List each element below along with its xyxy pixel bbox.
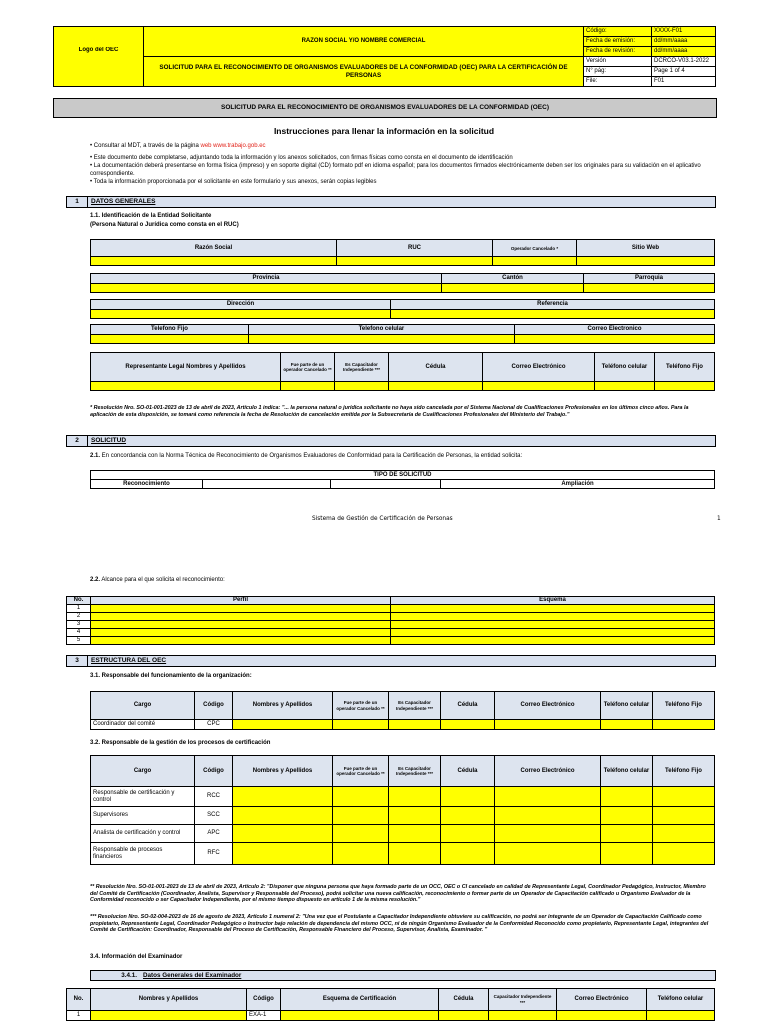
celular-field[interactable] (601, 807, 653, 825)
meta-label: N° pág: (584, 67, 652, 77)
page-number: 1 (717, 516, 721, 522)
row-number: 5 (67, 637, 91, 645)
correo-field[interactable] (483, 382, 595, 391)
referencia-field[interactable] (391, 310, 715, 319)
address-table (90, 299, 715, 319)
col-telefono-celular: Telefono celular (249, 325, 515, 335)
capacitador-field[interactable] (389, 843, 441, 865)
process-table (90, 755, 715, 865)
col-fijo: Teléfono Fijo (655, 353, 715, 382)
instruction-1: • Consultar al MDT, a través de la página web www.trabajo.gob.ec (90, 143, 266, 149)
phone-table (90, 324, 715, 344)
col-correo: Correo Electrónico (557, 989, 647, 1011)
col-fijo: Teléfono Fijo (653, 756, 715, 787)
col-correo: Correo Electronico (515, 325, 715, 335)
entity-table (90, 239, 715, 266)
logo-placeholder: Logo del OEC (78, 46, 119, 53)
esquema-field[interactable] (391, 629, 715, 637)
col-codigo: Código (195, 756, 233, 787)
col-nombres: Nombres y Apellidos (233, 692, 333, 720)
col-cargo: Cargo (91, 756, 195, 787)
fijo-field[interactable] (653, 825, 715, 843)
esquema-field[interactable] (391, 605, 715, 613)
parroquia-field[interactable] (584, 284, 715, 293)
nombres-field[interactable] (233, 720, 333, 730)
col-parroquia: Parroquia (584, 274, 715, 284)
location-table (90, 273, 715, 293)
fue-parte-field[interactable] (333, 825, 389, 843)
celular-field[interactable] (601, 825, 653, 843)
cedula-field[interactable] (439, 1011, 489, 1021)
col-capacitador: Es Capacitador Independiente *** (335, 353, 389, 382)
perfil-field[interactable] (91, 637, 391, 645)
capacitador-field[interactable] (335, 382, 389, 391)
col-fijo: Teléfono Fijo (653, 692, 715, 720)
col-fue-parte: Fue parte de un operador Cancelado ** (333, 756, 389, 787)
fue-parte-field[interactable] (281, 382, 335, 391)
resolution-note-1: * Resolución Nro. SO-01-001-2023 de 13 de abril de 2023, Artículo 1 indica: "... la persona natural o jurídica solicitante no haya sido cancelada por el Sistema Nacional de Cualificaciones Profesionales en los últimos cinco años. Para la aplicación de esta disposición, se tomará como referencia la fecha de Resolución de cancelación emitida por la Subsecretaría de Cualificaciones Profesionales del Ministerio del Trabajo." (90, 405, 689, 418)
cedula-field[interactable] (441, 825, 495, 843)
document-header (53, 26, 716, 87)
provincia-field[interactable] (91, 284, 442, 293)
section-3-2-title: 3.2. Responsable de la gestión de los procesos de certificación (90, 740, 271, 746)
resolution-note-3: *** Resolucion Nro. SO-02-004-2023 de 16 de agosto de 2023, Artículo 1 numeral 2: "Una vez que el Postulante a Capacitador Independiente obtuviere su calificación, no podrá ser integrante de un Operador de Capacitación Calificado como propietario, Representante Legal, Coordinador Pedagógico o Instructor bajo relación de dependencia del mismo OCC, ni de ningún Organismo Evaluador de la Conformidad Reconocido como propietario, Representante Legal, integrantes del Comité de Certificación: Coordinador, Responsable del Proceso de Certificación, Responsable Financiero del Proceso, Supervisor, Analista, Examinador. " (90, 914, 709, 933)
meta-value: DCRCO-V03.1-2022 (652, 57, 716, 67)
col-esquema: Esquema de Certificación (281, 989, 439, 1011)
perfil-field[interactable] (91, 613, 391, 621)
celular-field[interactable] (595, 382, 655, 391)
col-celular: Teléfono celular (647, 989, 715, 1011)
col-representante: Representante Legal Nombres y Apellidos (91, 353, 281, 382)
meta-label: Código: (584, 27, 652, 37)
row-number: 3 (67, 621, 91, 629)
nombres-field[interactable] (233, 843, 333, 865)
meta-value: dd/mm/aaaa (652, 47, 716, 57)
codigo-cell: RFC (195, 843, 233, 865)
section-3-1-title: 3.1. Responsable del funcionamiento de la organización: (90, 673, 252, 679)
nombres-field[interactable] (91, 1011, 247, 1021)
sitio-web-field[interactable] (577, 257, 715, 266)
capacitador-field[interactable] (389, 720, 441, 730)
cedula-field[interactable] (389, 382, 483, 391)
document-title: SOLICITUD PARA EL RECONOCIMIENTO DE ORGANISMOS EVALUADORES DE LA CONFORMIDAD (OEC) PARA LA CERTIFICACIÓN DE PERSONAS (144, 57, 584, 87)
meta-label: File: (584, 77, 652, 87)
razon-social-field[interactable] (91, 257, 337, 266)
capacitador-field[interactable] (489, 1011, 557, 1021)
operador-cancelado-field[interactable] (493, 257, 577, 266)
company-name: RAZON SOCIAL Y/O NOMBRE COMERCIAL (144, 27, 584, 57)
option-ampliacion[interactable]: Ampliación (441, 480, 715, 489)
celular-field[interactable] (647, 1011, 715, 1021)
meta-value: XXXX-F01 (652, 27, 716, 37)
col-razon-social: Razón Social (91, 240, 337, 257)
esquema-field[interactable] (391, 637, 715, 645)
col-esquema: Esquema (391, 597, 715, 605)
instruction-2: • Este documento debe completarse, adjuntando toda la información y los anexos solicitados, con firmas físicas como consta en el documento de identificación (90, 155, 513, 161)
correo-field[interactable] (495, 825, 601, 843)
legal-rep-table (90, 352, 715, 391)
correo-field[interactable] (557, 1011, 647, 1021)
col-direccion: Dirección (91, 300, 391, 310)
codigo-cell: APC (195, 825, 233, 843)
codigo-cell: CPC (195, 720, 233, 730)
col-telefono-fijo: Telefono Fijo (91, 325, 249, 335)
cargo-cell: Supervisores (91, 807, 195, 825)
col-sitio-web: Sitio Web (577, 240, 715, 257)
meta-label: Versión (584, 57, 652, 67)
col-celular: Teléfono celular (595, 353, 655, 382)
fue-parte-field[interactable] (333, 843, 389, 865)
col-capacitador: Capacitador Independiente *** (489, 989, 557, 1011)
correo-field[interactable] (495, 787, 601, 807)
codigo-cell: RCC (195, 787, 233, 807)
col-no: No. (67, 989, 91, 1011)
cedula-field[interactable] (441, 787, 495, 807)
col-cedula: Cédula (389, 353, 483, 382)
fijo-field[interactable] (653, 843, 715, 865)
section-1-header: 1 DATOS GENERALES (66, 196, 716, 208)
row-number: 2 (67, 613, 91, 621)
col-perfil: Perfil (91, 597, 391, 605)
nombres-field[interactable] (233, 807, 333, 825)
meta-label: Fecha de revisión: (584, 47, 652, 57)
fue-parte-field[interactable] (333, 720, 389, 730)
col-capacitador: Es Capacitador Independiente *** (389, 692, 441, 720)
codigo-cell: EXA-1 (247, 1011, 281, 1021)
option-reconocimiento[interactable]: Reconocimiento (91, 480, 203, 489)
request-type-table (90, 470, 715, 489)
nombres-field[interactable] (233, 825, 333, 843)
telefono-fijo-field[interactable] (91, 335, 249, 344)
fue-parte-field[interactable] (333, 787, 389, 807)
row-number: 1 (67, 1011, 91, 1021)
col-correo: Correo Electrónico (495, 692, 601, 720)
ruc-field[interactable] (337, 257, 493, 266)
col-referencia: Referencia (391, 300, 715, 310)
col-cedula: Cédula (439, 989, 489, 1011)
col-capacitador: Es Capacitador Independiente *** (389, 756, 441, 787)
tipo-solicitud-label: TIPO DE SOLICITUD (91, 471, 715, 480)
celular-field[interactable] (601, 720, 653, 730)
instruction-4: • Toda la información proporcionada por el solicitante en este formulario y sus anexos, serán copias legibles (90, 179, 377, 185)
meta-value: dd/mm/aaaa (652, 37, 716, 47)
celular-field[interactable] (601, 787, 653, 807)
col-correo: Correo Electrónico (483, 353, 595, 382)
col-canton: Cantón (442, 274, 584, 284)
correo-field[interactable] (495, 807, 601, 825)
col-cedula: Cédula (441, 692, 495, 720)
cargo-cell: Analista de certificación y control (91, 825, 195, 843)
col-nombres: Nombres y Apellidos (233, 756, 333, 787)
correo-field[interactable] (515, 335, 715, 344)
scope-table (66, 596, 715, 645)
capacitador-field[interactable] (389, 807, 441, 825)
row-number: 4 (67, 629, 91, 637)
section-2-2-text: 2.2. Alcance para el que solicita el reconocimiento: (90, 577, 225, 583)
section-3-4-title: 3.4. Información del Examinador (90, 954, 183, 960)
esquema-field[interactable] (391, 621, 715, 629)
instructions-title: Instrucciones para llenar la información en la solicitud (273, 126, 495, 136)
section-3-header: 3 ESTRUCTURA DEL OEC (66, 655, 716, 667)
col-correo: Correo Electrónico (495, 756, 601, 787)
fue-parte-field[interactable] (333, 807, 389, 825)
col-no: No. (67, 597, 91, 605)
section-1-1-title: 1.1. Identificación de la Entidad Solicitante (90, 213, 212, 219)
cargo-cell: Responsable de procesos financieros (91, 843, 195, 865)
celular-field[interactable] (601, 843, 653, 865)
cargo-cell: Coordinador del comité (91, 720, 195, 730)
capacitador-field[interactable] (389, 787, 441, 807)
esquema-field[interactable] (391, 613, 715, 621)
section-3-4-1-header: 3.4.1. Datos Generales del Examinador (90, 970, 716, 981)
representante-field[interactable] (91, 382, 281, 391)
meta-value: F01 (652, 77, 716, 87)
correo-field[interactable] (495, 720, 601, 730)
perfil-field[interactable] (91, 605, 391, 613)
col-fue-parte: Fue parte de un operador Cancelado ** (281, 353, 335, 382)
col-cargo: Cargo (91, 692, 195, 720)
col-codigo: Código (247, 989, 281, 1011)
cedula-field[interactable] (441, 720, 495, 730)
col-fue-parte: Fue parte de un operador Cancelado ** (333, 692, 389, 720)
perfil-field[interactable] (91, 629, 391, 637)
codigo-cell: SCC (195, 807, 233, 825)
cargo-cell: Responsable de certificación y control (91, 787, 195, 807)
col-provincia: Provincia (91, 274, 442, 284)
section-2-header: 2 SOLICITUD (66, 435, 716, 447)
row-number: 1 (67, 605, 91, 613)
telefono-celular-field[interactable] (249, 335, 515, 344)
section-1-1-subtitle: (Persona Natural o Jurídica como consta en el RUC) (90, 222, 239, 228)
col-cedula: Cédula (441, 756, 495, 787)
instruction-3: • La documentación deberá presentarse en forma física (impreso) y en soporte digital (CD) formato pdf en idioma español; para los documentos firmados electrónicamente deben ser los originales para su validación en el aplicativo correspondiente. (90, 163, 701, 177)
fijo-field[interactable] (653, 720, 715, 730)
col-celular: Teléfono celular (601, 756, 653, 787)
cedula-field[interactable] (441, 843, 495, 865)
correo-field[interactable] (495, 843, 601, 865)
col-operador-cancelado: Operador Cancelado * (493, 240, 577, 257)
direccion-field[interactable] (91, 310, 391, 319)
meta-label: Fecha de emisión: (584, 37, 652, 47)
resolution-note-2: ** Resolución Nro. SO-01-001-2023 de 13 de abril de 2023, Artículo 2: "Disponer que ninguna persona que haya formado parte de un OCC, OEC o CI cancelado en calidad de Representante Legal, Coordinador Pedagógico, Instructor, Miembro del Comité de Certificación (Coordinador, Analista, Supervisor y Responsable del Proceso), podrá solicitar una nueva calificación, reconocimiento o formar parte de un Operador de Capacitación calificado u Organismo Evaluador de la Conformidad reconocido o ser Capacitador Independiente, por el mismo tiempo dispuesto en artículo 1 de la misma resolución." (90, 884, 706, 903)
checkbox-reconocimiento[interactable] (203, 480, 331, 489)
fijo-field[interactable] (653, 787, 715, 807)
meta-value: Page 1 of 4 (652, 67, 716, 77)
perfil-field[interactable] (91, 621, 391, 629)
nombres-field[interactable] (233, 787, 333, 807)
col-nombres: Nombres y Apellidos (91, 989, 247, 1011)
form-banner: SOLICITUD PARA EL RECONOCIMIENTO DE ORGANISMOS EVALUADORES DE LA CONFORMIDAD (OEC) (53, 98, 717, 118)
cedula-field[interactable] (441, 807, 495, 825)
col-codigo: Código (195, 692, 233, 720)
esquema-field[interactable] (281, 1011, 439, 1021)
mdt-link[interactable]: web www.trabajo.gob.ec (200, 143, 266, 149)
col-ruc: RUC (337, 240, 493, 257)
canton-field[interactable] (442, 284, 584, 293)
fijo-field[interactable] (655, 382, 715, 391)
col-celular: Teléfono celular (601, 692, 653, 720)
examiner-table (66, 988, 715, 1021)
capacitador-field[interactable] (389, 825, 441, 843)
coordinator-table (90, 691, 715, 730)
page-footer: Sistema de Gestión de Certificación de Personas (312, 516, 453, 522)
fijo-field[interactable] (653, 807, 715, 825)
section-2-1-text: 2.1. En concordancia con la Norma Técnica de Reconocimiento de Organismos Evaluadores de Conformidad para la Certificación de Personas, la entidad solicita: (90, 453, 523, 459)
